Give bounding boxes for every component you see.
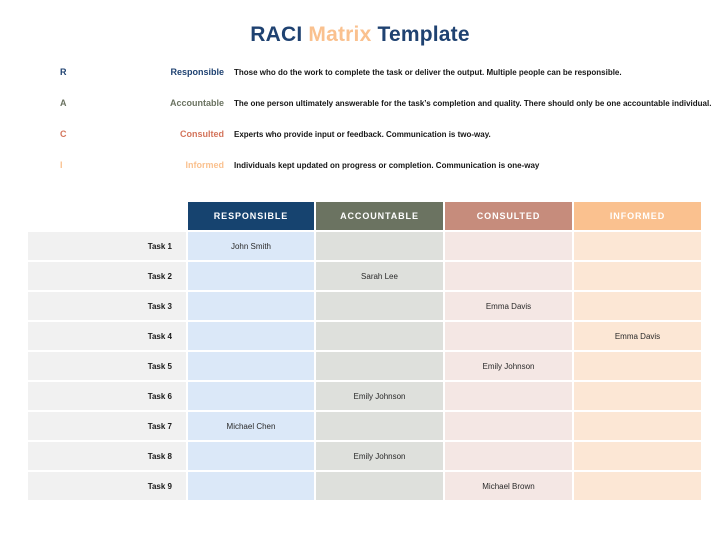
legend-letter-a: A — [60, 98, 67, 108]
cell-responsible[interactable] — [188, 292, 314, 320]
cell-consulted[interactable]: Michael Brown — [445, 472, 572, 500]
table-row — [28, 382, 701, 410]
table-row — [28, 262, 701, 290]
raci-matrix-table-container — [26, 200, 693, 502]
task-label: Task 9 — [28, 472, 186, 500]
cell-informed[interactable] — [574, 412, 701, 440]
title-part-raci: RACI — [250, 23, 309, 46]
cell-consulted[interactable] — [445, 322, 572, 350]
cell-consulted[interactable] — [445, 412, 572, 440]
table-row — [28, 442, 701, 470]
cell-informed[interactable] — [574, 442, 701, 470]
cell-informed[interactable] — [574, 352, 701, 380]
cell-accountable[interactable] — [316, 322, 443, 350]
cell-responsible[interactable] — [188, 352, 314, 380]
task-label: Task 1 — [28, 232, 186, 260]
cell-informed[interactable] — [574, 382, 701, 410]
table-row — [28, 292, 701, 320]
legend-description-responsible: Those who do the work to complete the task or deliver the output. Multiple people can be responsible. — [234, 68, 622, 77]
legend-description-consulted: Experts who provide input or feedback. Communication is two-way. — [234, 130, 491, 139]
legend-letter-r: R — [60, 67, 67, 77]
matrix-corner-cell — [28, 202, 186, 230]
legend-label-accountable: Accountable — [169, 98, 224, 108]
task-label: Task 3 — [28, 292, 186, 320]
legend-row-accountable — [60, 98, 712, 129]
cell-responsible[interactable] — [188, 442, 314, 470]
cell-consulted[interactable]: Emily Johnson — [445, 352, 572, 380]
legend-letter-c: C — [60, 129, 67, 139]
table-row — [28, 352, 701, 380]
cell-responsible[interactable] — [188, 382, 314, 410]
cell-accountable[interactable] — [316, 472, 443, 500]
legend-letter-i: I — [60, 160, 63, 170]
cell-consulted[interactable] — [445, 382, 572, 410]
legend-label-consulted: Consulted — [180, 129, 224, 139]
task-label: Task 8 — [28, 442, 186, 470]
cell-accountable[interactable]: Emily Johnson — [316, 382, 443, 410]
legend-description-informed: Individuals kept updated on progress or completion. Communication is one-way — [234, 161, 540, 170]
legend-label-responsible: Responsible — [170, 67, 224, 77]
cell-accountable[interactable] — [316, 292, 443, 320]
cell-responsible[interactable] — [188, 472, 314, 500]
task-label: Task 7 — [28, 412, 186, 440]
column-header-informed[interactable]: INFORMED — [574, 202, 701, 230]
matrix-header-row-group — [28, 202, 701, 230]
cell-informed[interactable] — [574, 472, 701, 500]
task-label: Task 2 — [28, 262, 186, 290]
task-label: Task 5 — [28, 352, 186, 380]
column-header-accountable[interactable]: ACCOUNTABLE — [316, 202, 443, 230]
legend-row-consulted — [60, 129, 706, 160]
title-part-matrix: Matrix — [308, 23, 372, 46]
legend-description-accountable: The one person ultimately answerable for the task’s completion and quality. There should only be one accountable individual. — [234, 99, 712, 108]
cell-informed[interactable]: Emma Davis — [574, 322, 701, 350]
table-row — [28, 232, 701, 260]
column-header-responsible[interactable]: RESPONSIBLE — [188, 202, 314, 230]
table-row — [28, 472, 701, 500]
matrix-header-row — [28, 202, 701, 230]
table-row — [28, 412, 701, 440]
cell-informed[interactable] — [574, 232, 701, 260]
cell-accountable[interactable]: Sarah Lee — [316, 262, 443, 290]
cell-accountable[interactable] — [316, 412, 443, 440]
cell-responsible[interactable] — [188, 322, 314, 350]
cell-consulted[interactable] — [445, 262, 572, 290]
title-part-template: Template — [371, 23, 470, 46]
cell-accountable[interactable]: Emily Johnson — [316, 442, 443, 470]
cell-accountable[interactable] — [316, 352, 443, 380]
raci-legend — [0, 67, 720, 191]
legend-row-responsible — [60, 67, 706, 98]
cell-responsible[interactable]: John Smith — [188, 232, 314, 260]
cell-consulted[interactable] — [445, 232, 572, 260]
cell-responsible[interactable] — [188, 262, 314, 290]
column-header-consulted[interactable]: CONSULTED — [445, 202, 572, 230]
page-title — [0, 0, 720, 45]
cell-informed[interactable] — [574, 292, 701, 320]
cell-accountable[interactable] — [316, 232, 443, 260]
legend-label-informed: Informed — [185, 160, 224, 170]
task-label: Task 6 — [28, 382, 186, 410]
legend-row-informed — [60, 160, 706, 191]
task-label: Task 4 — [28, 322, 186, 350]
cell-consulted[interactable]: Emma Davis — [445, 292, 572, 320]
matrix-body — [28, 232, 701, 500]
cell-responsible[interactable]: Michael Chen — [188, 412, 314, 440]
cell-consulted[interactable] — [445, 442, 572, 470]
table-row — [28, 322, 701, 350]
raci-matrix-table — [26, 200, 703, 502]
cell-informed[interactable] — [574, 262, 701, 290]
